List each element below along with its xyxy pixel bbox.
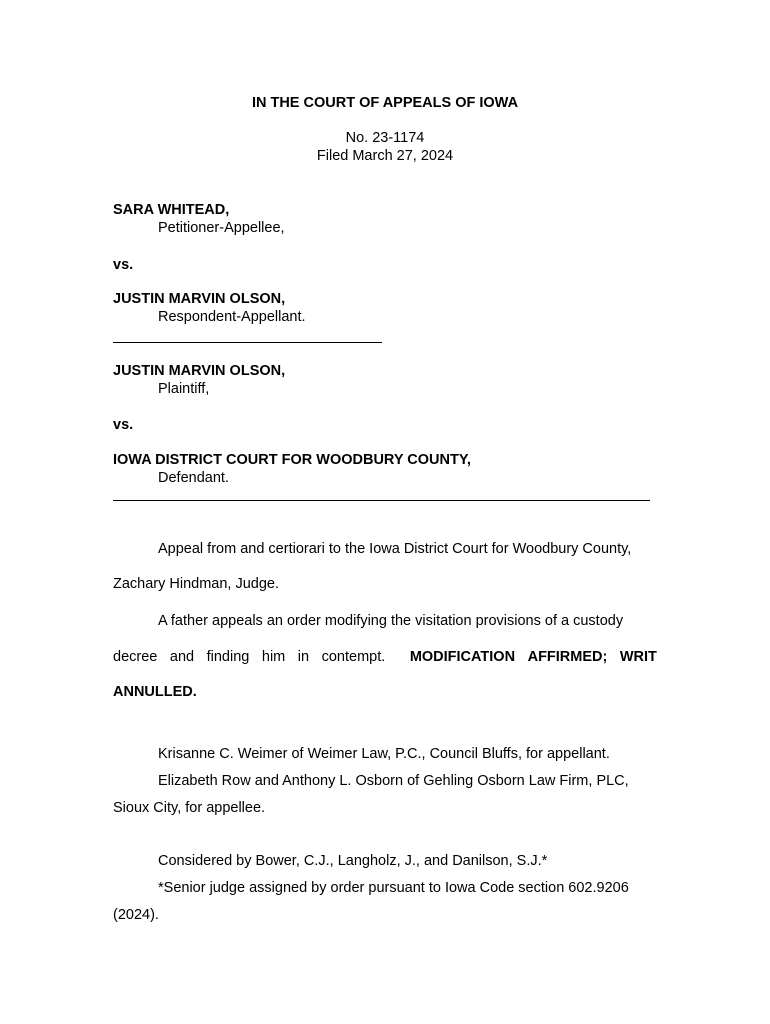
summary-line-2 — [113, 648, 657, 666]
disposition-line-3: ANNULLED. — [113, 684, 197, 700]
summary-word: in — [297, 649, 310, 665]
summary-word: finding — [206, 649, 250, 665]
appeal-line-2: Zachary Hindman, Judge. — [113, 576, 280, 592]
caption-divider-long — [113, 500, 650, 501]
party1-role: Petitioner-Appellee, — [158, 220, 285, 236]
counsel-appellee-line-1: Elizabeth Row and Anthony L. Osborn of Gehling Osborn Law Firm, PLC, — [158, 773, 629, 789]
summary-line-1: A father appeals an order modifying the visitation provisions of a custody — [158, 613, 624, 629]
court-heading: IN THE COURT OF APPEALS OF IOWA — [251, 95, 519, 111]
party2-name: JUSTIN MARVIN OLSON, — [113, 291, 286, 307]
versus-1: vs. — [113, 257, 134, 273]
party4-role: Defendant. — [158, 470, 229, 486]
party3-name: JUSTIN MARVIN OLSON, — [113, 363, 286, 379]
filed-date: Filed March 27, 2024 — [316, 148, 454, 164]
counsel-appellee-line-2: Sioux City, for appellee. — [113, 800, 266, 816]
counsel-appellant: Krisanne C. Weimer of Weimer Law, P.C., Council Bluffs, for appellant. — [158, 746, 610, 762]
disposition-word: AFFIRMED; — [527, 649, 608, 665]
party2-role: Respondent-Appellant. — [158, 309, 306, 325]
summary-word: decree — [113, 649, 158, 665]
caption-divider-short — [113, 342, 382, 343]
party3-role: Plaintiff, — [158, 381, 210, 397]
summary-word: contempt. — [321, 649, 386, 665]
disposition-word: MODIFICATION — [409, 649, 516, 665]
panel-footnote-line-1: *Senior judge assigned by order pursuant to Iowa Code section 602.9206 — [158, 880, 629, 896]
appeal-line-1: Appeal from and certiorari to the Iowa District Court for Woodbury County, — [158, 541, 632, 557]
case-number: No. 23-1174 — [345, 130, 425, 146]
summary-word: him — [261, 649, 286, 665]
panel-footnote-line-2: (2024). — [113, 907, 159, 923]
disposition-word: WRIT — [619, 649, 657, 665]
summary-word: and — [169, 649, 195, 665]
panel-considered: Considered by Bower, C.J., Langholz, J., and Danilson, S.J.* — [158, 853, 548, 869]
party4-name: IOWA DISTRICT COURT FOR WOODBURY COUNTY, — [113, 452, 471, 468]
party1-name: SARA WHITEAD, — [113, 202, 230, 218]
versus-2: vs. — [113, 417, 134, 433]
